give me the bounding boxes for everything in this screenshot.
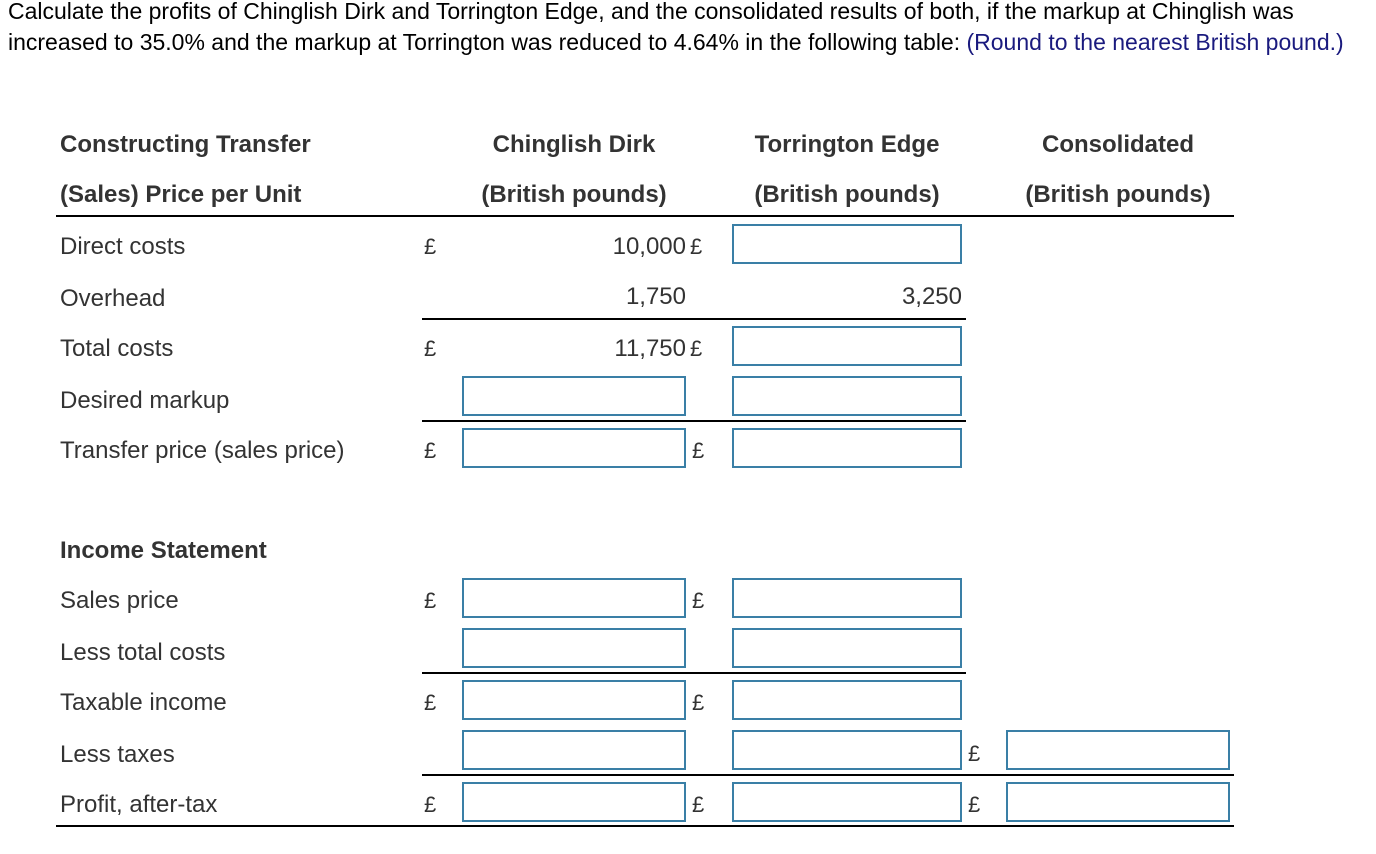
col-torrington-name: Torrington Edge	[754, 131, 940, 158]
currency-symbol: £	[692, 588, 705, 613]
less-total-costs-torrington-input[interactable]	[732, 628, 962, 668]
transfer-price-torrington-input[interactable]	[732, 428, 962, 468]
desired-markup-torrington-input[interactable]	[732, 376, 962, 416]
currency-symbol: £	[424, 336, 437, 361]
profit-after-tax-label: Profit, after-tax	[60, 791, 218, 818]
overhead-torrington-value: 3,250	[901, 283, 962, 310]
subtotal-divider	[422, 318, 966, 320]
question-text	[8, 0, 1368, 58]
header-divider	[56, 215, 1234, 217]
sales-price-chinglish-input[interactable]	[462, 578, 686, 618]
col-consolidated-unit: (British pounds)	[1025, 181, 1211, 208]
profit-after-tax-torrington-input[interactable]	[732, 782, 962, 822]
sales-price-label: Sales price	[60, 587, 179, 614]
rounding-hint: (Round to the nearest British pound.)	[966, 29, 1344, 55]
overhead-chinglish-value: 1,750	[625, 283, 686, 310]
total-costs-label: Total costs	[60, 335, 174, 362]
footer-divider	[56, 825, 1234, 827]
col-consolidated-name: Consolidated	[1041, 131, 1194, 158]
income-statement-title: Income Statement	[60, 537, 267, 564]
sales-price-torrington-input[interactable]	[732, 578, 962, 618]
taxes-divider	[422, 774, 1234, 776]
total-costs-torrington-input[interactable]	[732, 326, 962, 366]
markup-divider	[422, 420, 966, 422]
transfer-price-label: Transfer price (sales price)	[60, 437, 345, 464]
profit-after-tax-consolidated-input[interactable]	[1006, 782, 1230, 822]
direct-costs-chinglish-value: 10,000	[612, 233, 686, 260]
taxable-income-chinglish-input[interactable]	[462, 680, 686, 720]
less-taxes-consolidated-input[interactable]	[1006, 730, 1230, 770]
less-total-costs-label: Less total costs	[60, 639, 226, 666]
currency-symbol: £	[424, 690, 437, 715]
costs-divider	[422, 672, 966, 674]
col-chinglish-name: Chinglish Dirk	[492, 131, 656, 158]
overhead-label: Overhead	[60, 285, 166, 312]
less-taxes-label: Less taxes	[60, 741, 175, 768]
taxable-income-label: Taxable income	[60, 689, 227, 716]
direct-costs-torrington-input[interactable]	[732, 224, 962, 264]
desired-markup-label: Desired markup	[60, 387, 230, 414]
currency-symbol: £	[424, 438, 437, 463]
total-costs-chinglish-value: 11,750	[614, 335, 686, 362]
question-body: Calculate the profits of Chinglish Dirk and Torrington Edge, and the consolidated results of both, if the markup at Chinglish was increased to 35.0% and the markup at Torrington was reduced to 4.64% in the following table:	[8, 0, 1294, 55]
direct-costs-label: Direct costs	[60, 233, 186, 260]
col-torrington-unit: (British pounds)	[754, 181, 940, 208]
currency-symbol: £	[424, 792, 437, 817]
desired-markup-chinglish-input[interactable]	[462, 376, 686, 416]
currency-symbol: £	[424, 588, 437, 613]
col-chinglish-unit: (British pounds)	[481, 181, 667, 208]
transfer-price-chinglish-input[interactable]	[462, 428, 686, 468]
currency-symbol: £	[692, 438, 705, 463]
less-taxes-torrington-input[interactable]	[732, 730, 962, 770]
less-total-costs-chinglish-input[interactable]	[462, 628, 686, 668]
currency-symbol: £	[692, 792, 705, 817]
less-taxes-chinglish-input[interactable]	[462, 730, 686, 770]
taxable-income-torrington-input[interactable]	[732, 680, 962, 720]
row-header-line1: Constructing Transfer	[60, 131, 311, 158]
currency-symbol: £	[968, 741, 981, 766]
currency-symbol: £	[690, 336, 703, 361]
currency-symbol: £	[690, 234, 703, 259]
currency-symbol: £	[692, 690, 705, 715]
currency-symbol: £	[424, 234, 437, 259]
profit-after-tax-chinglish-input[interactable]	[462, 782, 686, 822]
row-header-line2: (Sales) Price per Unit	[60, 181, 302, 208]
currency-symbol: £	[968, 792, 981, 817]
